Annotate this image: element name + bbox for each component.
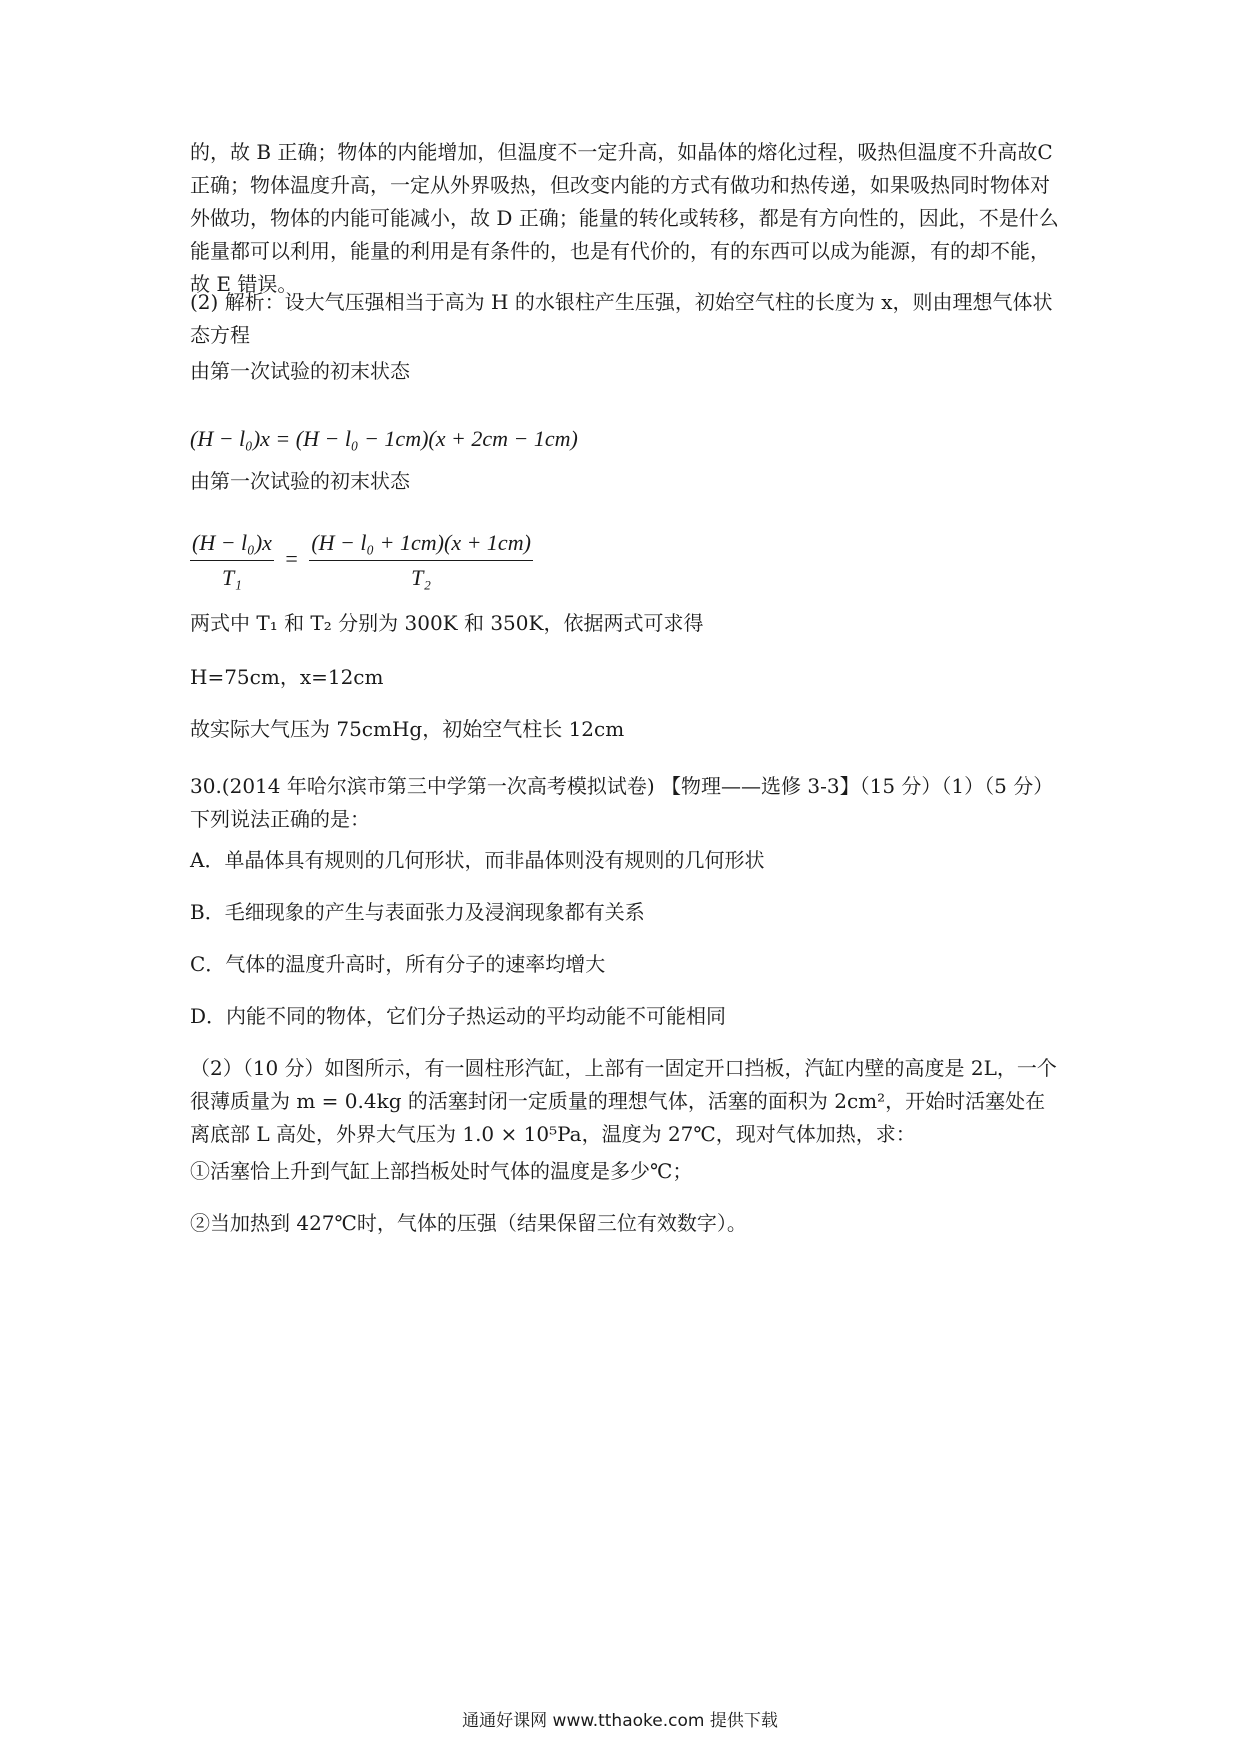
equation-2-rhs (309, 526, 533, 595)
equation-2-rhs-numerator: (H − l₀ + 1cm)(x + 1cm) (309, 526, 533, 561)
equation-2-rhs-denominator: T₂ (411, 565, 432, 590)
question-30-header: 30.(2014 年哈尔滨市第三中学第一次高考模拟试卷) 【物理——选修 3-3】（15 分）（1）（5 分）下列说法正确的是： (190, 774, 1054, 831)
equation-2-lhs-numerator: (H − l₀)x (190, 526, 274, 561)
page-footer: 通通好课网 www.tthaoke.com 提供下载 (462, 1711, 778, 1731)
equation-2-lhs-denominator: T₁ (222, 565, 242, 590)
option-a: A．单晶体具有规则的几何形状，而非晶体则没有规则的几何形状 (190, 848, 765, 872)
answer-paragraph: 的，故 B 正确；物体的内能增加，但温度不一定升高，如晶体的熔化过程，吸热但温度不升高故C正确；物体温度升高，一定从外界吸热，但改变内能的方式有做功和热传递，如果吸热同时物体对外做功，物体的内能可能减小，故 D 正确；能量的转化或转移，都是有方向性的，因此，不是什么能量都可以利用，能量的利用是有条件的，也是有代价的，有的东西可以成为能源，有的却不能，故 E 错误。 (190, 140, 1059, 296)
equation-2 (190, 526, 533, 595)
solution-intro: (2) 解析：设大气压强相当于高为 H 的水银柱产生压强，初始空气柱的长度为 x，则由理想气体状态方程 (190, 290, 1053, 347)
conclusion-line: 故实际大气压为 75cmHg，初始空气柱长 12cm (190, 717, 625, 741)
equation-2-equals: = (285, 545, 298, 571)
label-first-trial: 由第一次试验的初末状态 (190, 359, 410, 383)
sub-question-2: ②当加热到 427℃时，气体的压强（结果保留三位有效数字）。 (190, 1211, 747, 1235)
equation-2-lhs (190, 526, 274, 595)
result-line: H=75cm，x=12cm (190, 665, 384, 689)
option-c: C．气体的温度升高时，所有分子的速率均增大 (190, 952, 606, 976)
question-part-2: （2）（10 分）如图所示，有一圆柱形汽缸，上部有一固定开口挡板，汽缸内壁的高度是 2L，一个很薄质量为 m = 0.4kg 的活塞封闭一定质量的理想气体，活塞的面积为 2cm²，开始时活塞处在离底部 L 高处，外界大气压为 1.0 × 10⁵Pa，温度为 27℃，现对气体加热，求： (190, 1056, 1057, 1146)
option-d: D．内能不同的物体，它们分子热运动的平均动能不可能相同 (190, 1004, 727, 1028)
sub-question-1: ①活塞恰上升到气缸上部挡板处时气体的温度是多少℃； (190, 1159, 693, 1183)
label-second-trial: 由第一次试验的初末状态 (190, 469, 410, 493)
equation-1: (H − l₀)x = (H − l₀ − 1cm)(x + 2cm − 1cm) (190, 426, 578, 451)
option-b: B．毛细现象的产生与表面张力及浸润现象都有关系 (190, 900, 645, 924)
temperatures-line: 两式中 T₁ 和 T₂ 分别为 300K 和 350K，依据两式可求得 (190, 611, 704, 635)
